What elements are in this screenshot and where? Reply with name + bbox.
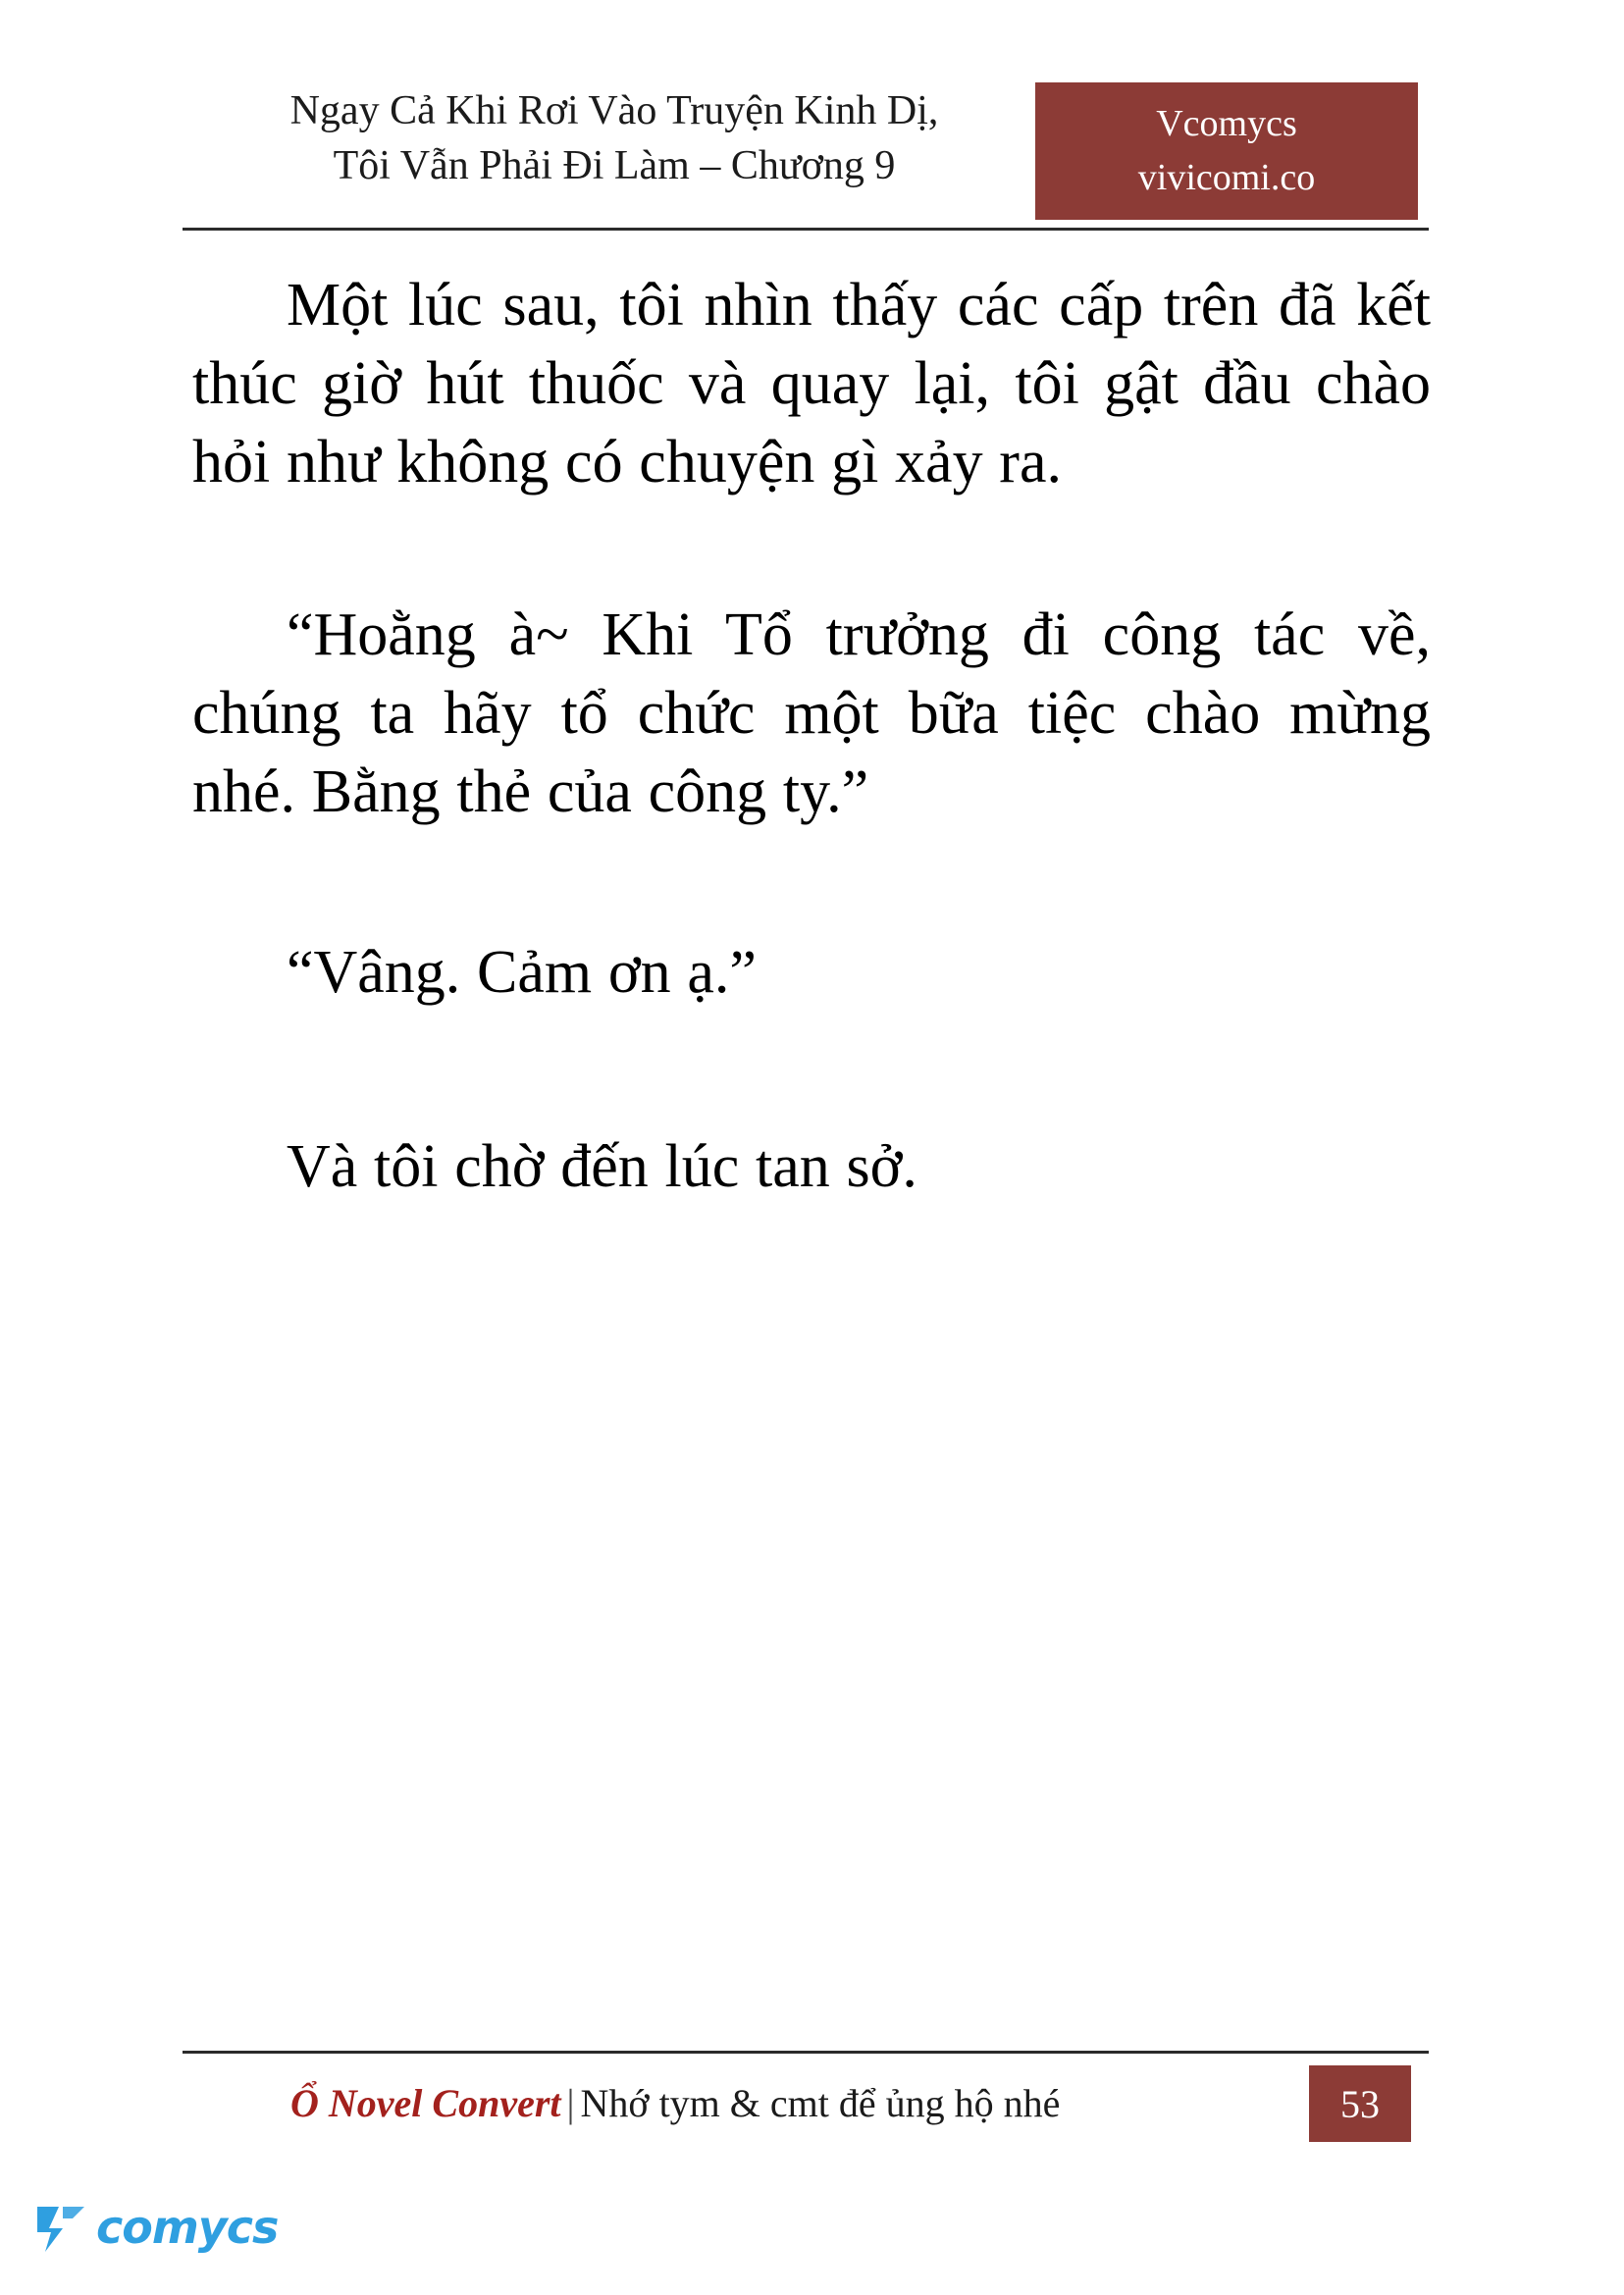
paragraph: “Vâng. Cảm ơn ạ.” <box>287 938 757 1006</box>
vcomycs-mark-icon <box>33 2199 90 2256</box>
paragraph: “Hoằng à~ Khi Tổ trưởng đi công tác về, chúng ta hãy tổ chức một bữa tiệc chào mừng nhé. Bằng thẻ của công ty.” <box>192 600 1431 825</box>
footer-brand: Ổ Novel Convert <box>290 2081 561 2125</box>
paragraph: Và tôi chờ đến lúc tan sở. <box>287 1132 917 1200</box>
page-footer <box>183 2065 1429 2140</box>
site-badge-name: Vcomycs <box>1156 102 1297 144</box>
page-header <box>183 84 1441 222</box>
footer-text <box>290 2073 1060 2134</box>
header-title-line2: Tôi Vẫn Phải Đi Làm – Chương 9 <box>333 142 896 188</box>
site-badge <box>1035 82 1418 220</box>
footer-divider <box>183 2051 1429 2054</box>
page-number-badge <box>1309 2065 1411 2142</box>
paragraph: Một lúc sau, tôi nhìn thấy các cấp trên đã kết thúc giờ hút thuốc và quay lại, tôi gật đầu chào hỏi như không có chuyện gì xảy ra. <box>192 272 1431 496</box>
header-title <box>183 84 1046 194</box>
footer-note: Nhớ tym & cmt để ủng hộ nhé <box>580 2081 1061 2125</box>
header-title-line1: Ngay Cả Khi Rơi Vào Truyện Kinh Dị, <box>289 88 939 133</box>
header-divider <box>183 228 1429 231</box>
watermark-label: comycs <box>96 2201 279 2254</box>
page-number: 53 <box>1340 2081 1380 2126</box>
watermark-logo <box>33 2185 279 2269</box>
site-badge-url: vivicomi.co <box>1137 157 1316 198</box>
footer-separator: | <box>566 2081 575 2125</box>
page-content <box>192 267 1431 1301</box>
